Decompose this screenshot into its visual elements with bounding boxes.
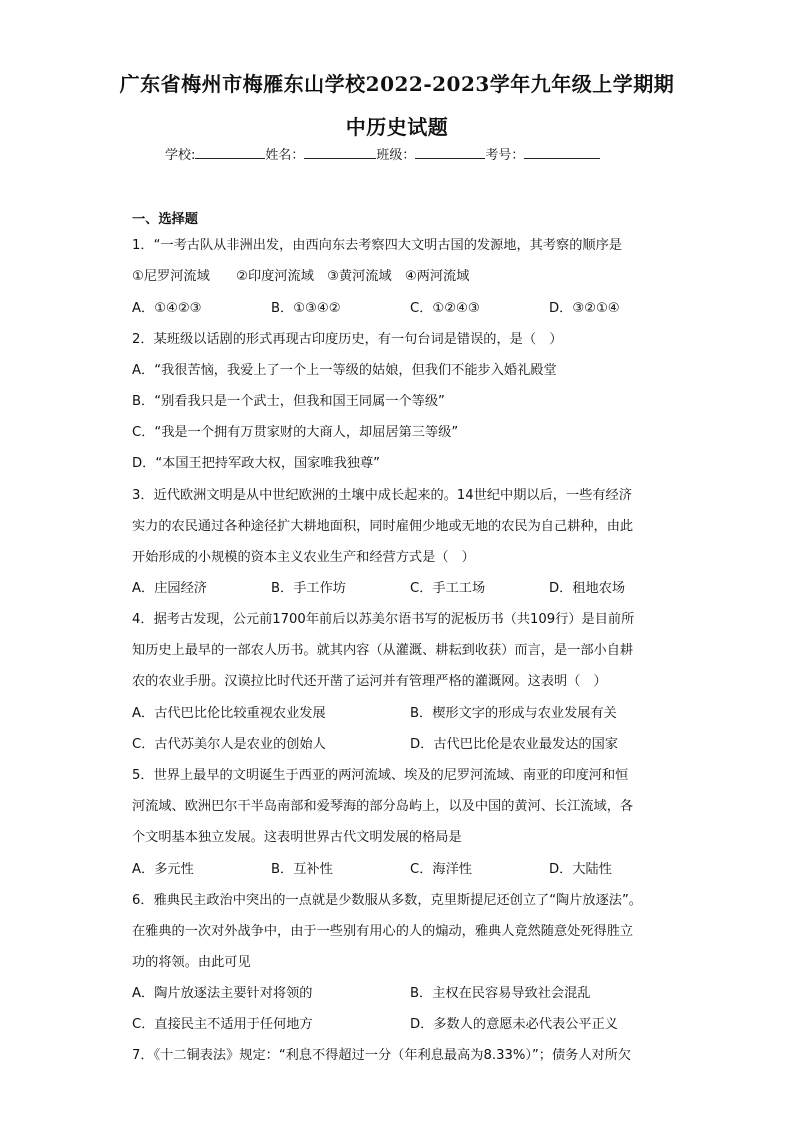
question-6-stem-line-1: 6．雅典民主政治中突出的一点就是少数服从多数，克里斯提尼还创立了“陶片放逐法”。 xyxy=(132,893,642,908)
number-label: 考号： xyxy=(485,148,525,163)
question-3-stem-line-1: 3．近代欧洲文明是从中世纪欧洲的土壤中成长起来的。14世纪中期以后，一些有经济 xyxy=(132,488,632,503)
question-2-option-d: D．“本国王把持军政大权，国家唯我独尊” xyxy=(132,456,381,471)
question-1-option-a: A．①④②③ xyxy=(132,301,202,316)
question-6-stem-line-3: 功的将领。由此可见 xyxy=(132,955,251,970)
question-2-option-a: A．“我很苦恼，我爱上了一个上一等级的姑娘，但我们不能步入婚礼殿堂 xyxy=(132,363,557,378)
question-3-stem-line-2: 实力的农民通过各种途径扩大耕地面积，同时雇佣少地或无地的农民为自己耕种，由此 xyxy=(132,519,634,534)
question-7-stem-line-1: 7．《十二铜表法》规定：“利息不得超过一分（年利息最高为8.33%）”；债务人对所欠 xyxy=(132,1048,632,1063)
question-4-option-b: B．楔形文字的形成与农业发展有关 xyxy=(410,706,617,721)
question-5-stem-line-1: 5．世界上最早的文明诞生于西亚的两河流域、埃及的尼罗河流域、南亚的印度河和恒 xyxy=(132,768,629,783)
question-6-stem-line-2: 在雅典的一次对外战争中，由于一些别有用心的人的煽动，雅典人竟然随意处死得胜立 xyxy=(132,924,634,939)
class-blank xyxy=(415,145,485,159)
question-2-option-c: C．“我是一个拥有万贯家财的大商人，却屈居第三等级” xyxy=(132,425,459,440)
question-1-items: ①尼罗河流域 ②印度河流域 ③黄河流域 ④两河流域 xyxy=(132,269,470,284)
exam-title-line-1: 广东省梅州市梅雁东山学校2022-2023学年九年级上学期期 xyxy=(119,72,675,96)
number-blank xyxy=(524,145,600,159)
question-5-stem-line-3: 个文明基本独立发展。这表明世界古代文明发展的格局是 xyxy=(132,830,462,845)
question-4-stem-line-2: 知历史上最早的一部农人历书。就其内容（从灌溉、耕耘到收获）而言，是一部小自耕 xyxy=(132,643,634,658)
school-label: 学校: xyxy=(165,148,196,163)
question-4-stem-line-1: 4．据考古发现，公元前1700年前后以苏美尔语书写的泥板历书（共109行）是目前所 xyxy=(132,612,635,627)
name-blank xyxy=(304,145,376,159)
question-6-option-b: B．主权在民容易导致社会混乱 xyxy=(410,986,591,1001)
question-3-option-b: B．手工作坊 xyxy=(271,581,346,596)
question-2-option-b: B．“别看我只是一个武士，但我和国王同属一个等级” xyxy=(132,394,445,409)
question-4-option-c: C．古代苏美尔人是农业的创始人 xyxy=(132,737,326,752)
name-label: 姓名： xyxy=(265,148,305,163)
question-6-option-c: C．直接民主不适用于任何地方 xyxy=(132,1017,313,1032)
question-6-option-a: A．陶片放逐法主要针对将领的 xyxy=(132,986,313,1001)
class-label: 班级： xyxy=(376,148,416,163)
question-5-option-b: B．互补性 xyxy=(271,862,333,877)
question-4-option-a: A．古代巴比伦比较重视农业发展 xyxy=(132,706,326,721)
question-1-stem: 1．“一考古队从非洲出发，由西向东去考察四大文明古国的发源地，其考察的顺序是 xyxy=(132,238,622,253)
question-3-option-d: D．租地农场 xyxy=(549,581,626,596)
question-4-stem-line-3: 农的农业手册。汉谟拉比时代还开凿了运河并有管理严格的灌溉网。这表明（ ） xyxy=(132,674,607,689)
student-info-row xyxy=(165,144,635,163)
question-4-option-d: D．古代巴比伦是农业最发达的国家 xyxy=(410,737,618,752)
school-blank xyxy=(195,145,265,159)
question-6-option-d: D．多数人的意愿未必代表公平正义 xyxy=(410,1017,618,1032)
question-3-option-c: C．手工工场 xyxy=(410,581,486,596)
question-1-option-c: C．①②④③ xyxy=(410,301,480,316)
question-5-option-a: A．多元性 xyxy=(132,862,194,877)
question-5-option-d: D．大陆性 xyxy=(549,862,612,877)
question-5-option-c: C．海洋性 xyxy=(410,862,472,877)
question-3-stem-line-3: 开始形成的小规模的资本主义农业生产和经营方式是（ ） xyxy=(132,550,475,565)
question-2-stem: 2．某班级以话剧的形式再现古印度历史，有一句台词是错误的，是（ ） xyxy=(132,332,563,347)
question-5-stem-line-2: 河流域、欧洲巴尔干半岛南部和爱琴海的部分岛屿上，以及中国的黄河、长江流域，各 xyxy=(132,799,634,814)
question-1-option-d: D．③②①④ xyxy=(549,301,620,316)
exam-title-line-2: 中历史试题 xyxy=(345,115,449,139)
section-heading: 一、选择题 xyxy=(132,212,198,227)
question-3-option-a: A．庄园经济 xyxy=(132,581,207,596)
question-1-option-b: B．①③④② xyxy=(271,301,341,316)
